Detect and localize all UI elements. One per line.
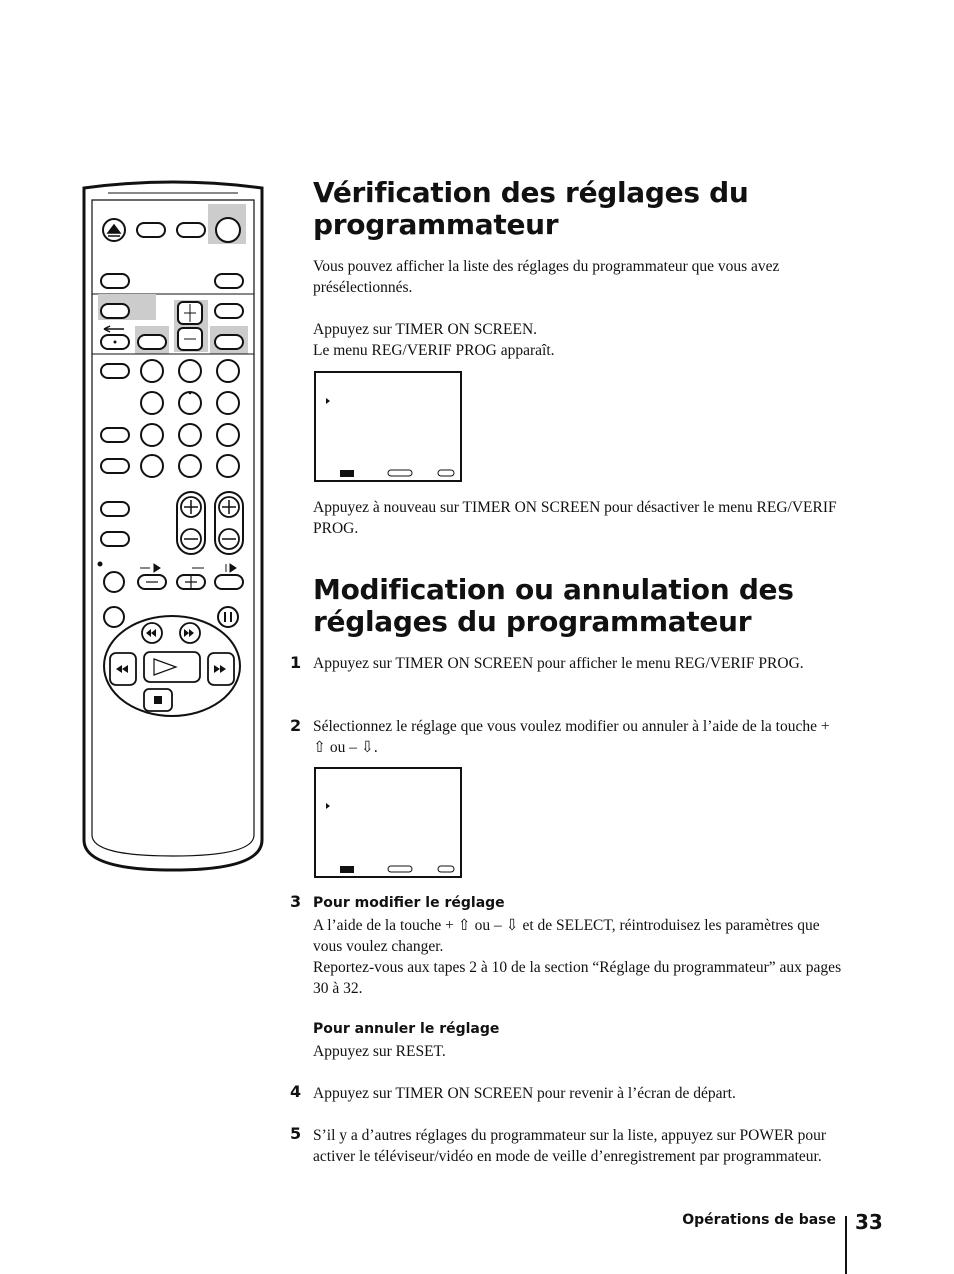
page-number: 33 bbox=[855, 1210, 883, 1234]
footer-divider bbox=[845, 1216, 847, 1274]
step-number: 5 bbox=[290, 1124, 302, 1143]
step-subheading: Pour modifier le réglage bbox=[313, 895, 505, 911]
step-number: 1 bbox=[290, 653, 302, 672]
step-text: Appuyez sur TIMER ON SCREEN pour afficher le menu REG/VERIF PROG. bbox=[313, 655, 804, 672]
step-number: 4 bbox=[290, 1082, 302, 1101]
step-subheading: Pour annuler le réglage bbox=[313, 1021, 500, 1037]
after-screen-paragraph: Appuyez à nouveau sur TIMER ON SCREEN pour désactiver le menu REG/VERIF PROG. bbox=[313, 499, 837, 537]
remote-control-illustration bbox=[80, 180, 266, 872]
screen-content-icon bbox=[316, 373, 460, 480]
instruction-line: Le menu REG/VERIF PROG apparaît. bbox=[313, 342, 555, 359]
step-number: 3 bbox=[290, 892, 302, 911]
section-title: Modification ou annulation des réglages du programmateur bbox=[313, 573, 794, 638]
step-text: Appuyez sur TIMER ON SCREEN pour revenir à l’écran de départ. bbox=[313, 1085, 736, 1102]
step-text: A l’aide de la touche + ⇧ ou – ⇩ et de SELECT, réintroduisez les paramètres que vous voulez changer. bbox=[313, 917, 820, 955]
screen-content-icon bbox=[316, 769, 460, 876]
section-title: Vérification des réglages du programmateur bbox=[313, 176, 749, 241]
instruction-line: Appuyez sur TIMER ON SCREEN. bbox=[313, 321, 538, 338]
tv-screen-menu-icon bbox=[314, 767, 462, 878]
tv-screen-menu-icon bbox=[314, 371, 462, 482]
step-number: 2 bbox=[290, 716, 302, 735]
intro-paragraph: Vous pouvez afficher la liste des réglages du programmateur que vous avez présélectionnés. bbox=[313, 258, 780, 296]
footer-section-label: Opérations de base bbox=[682, 1212, 836, 1228]
step-text: Sélectionnez le réglage que vous voulez modifier ou annuler à l’aide de la touche + ⇧ ou – ⇩. bbox=[313, 718, 830, 756]
step-text: Reportez-vous aux tapes 2 à 10 de la section “Réglage du programmateur” aux pages 30 à 32. bbox=[313, 959, 842, 997]
step-text: Appuyez sur RESET. bbox=[313, 1043, 446, 1060]
step-text: S’il y a d’autres réglages du programmateur sur la liste, appuyez sur POWER pour activer le téléviseur/vidéo en mode de veille d’enregistrement par programmateur. bbox=[313, 1127, 827, 1165]
